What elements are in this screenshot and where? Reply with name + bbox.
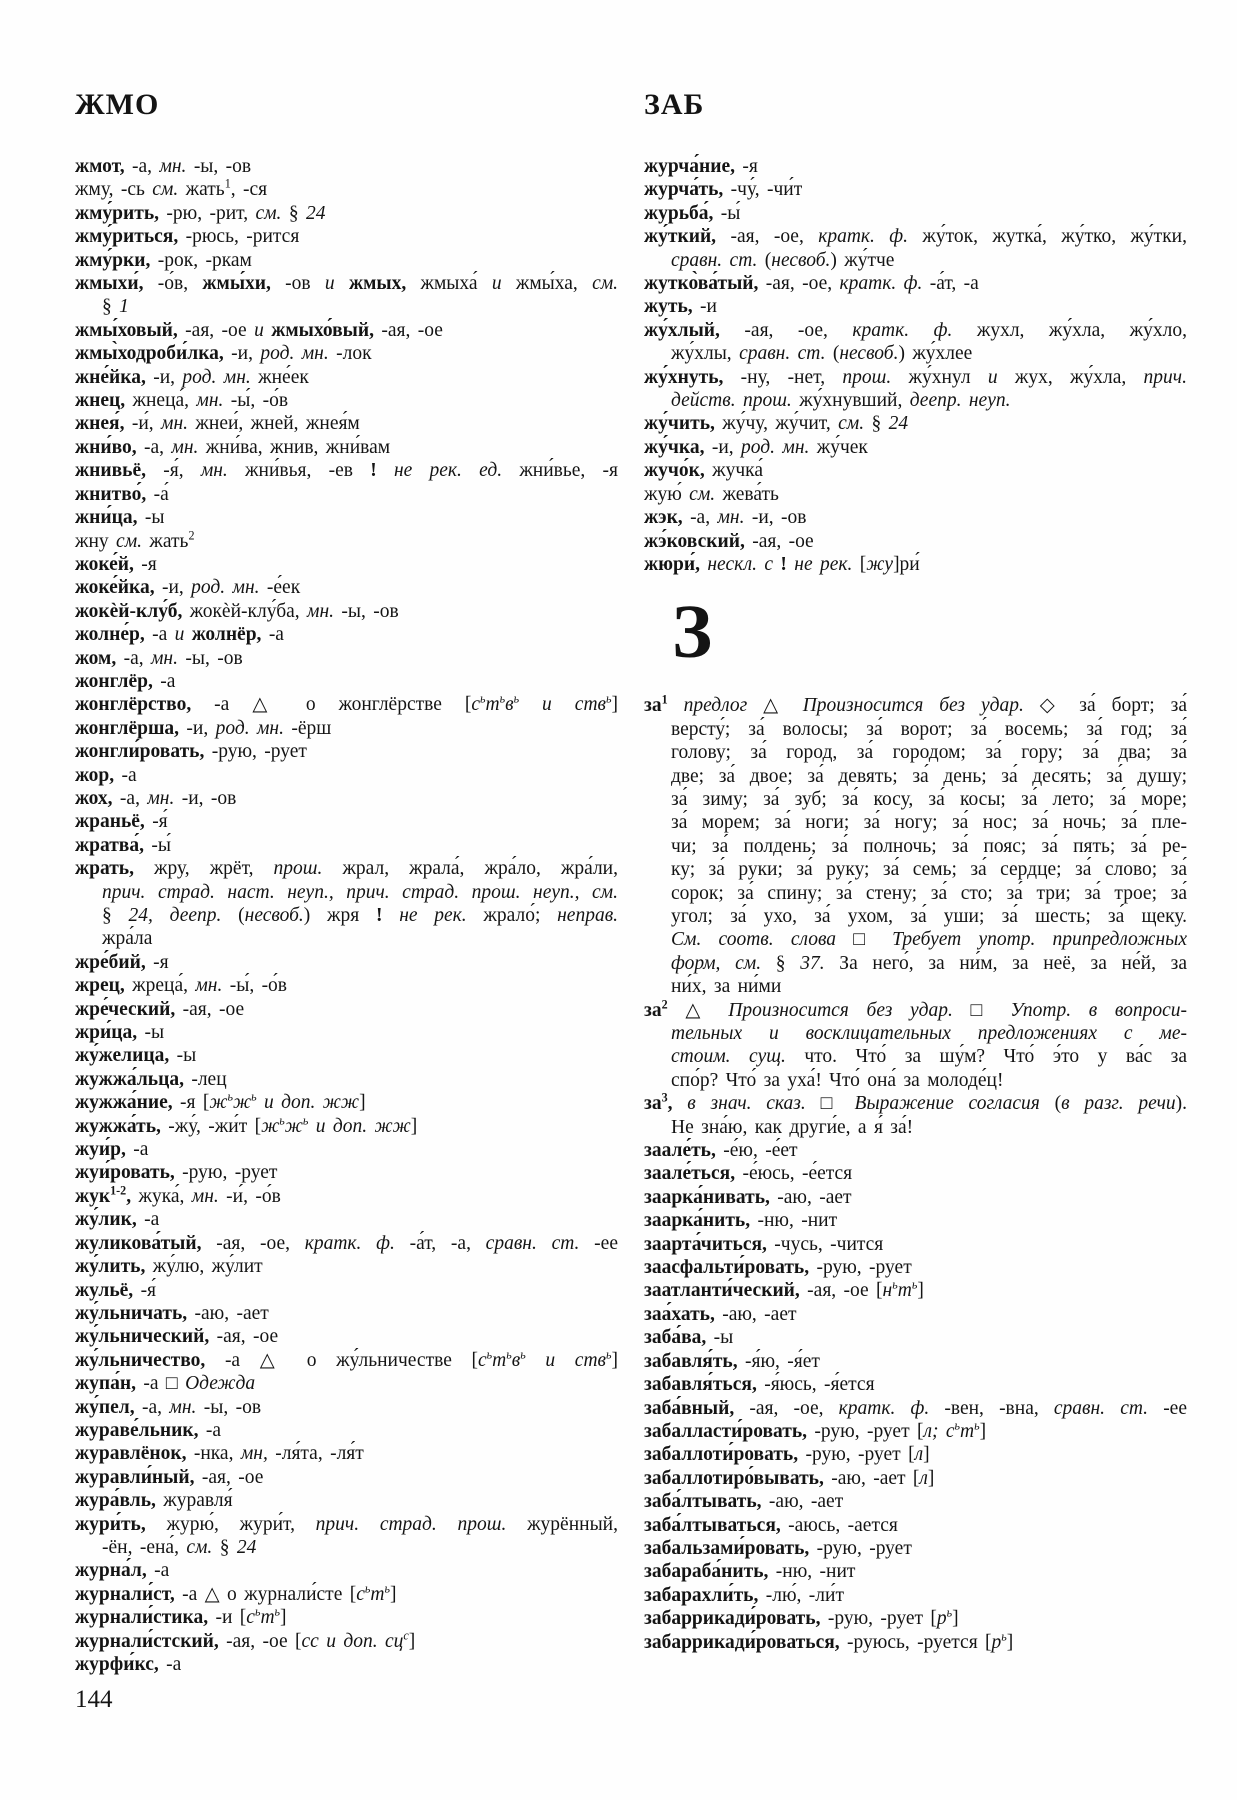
entry-line: жратва́, -ы́: [75, 834, 171, 856]
entry-line: жмыхи́, -о́в, жмы́хи, -ов и жмых, жмыха́ и жмы́ха, см.: [75, 273, 619, 295]
entry-line: форм, см. § 37. За него́, за ни́м, за неё, за не́й, за: [671, 952, 1187, 974]
page-number: 144: [75, 1686, 113, 1713]
entry-line: жу́чить, жу́чу, жу́чит, см. § 24: [644, 413, 909, 435]
entry-line: забаллоти́ровать, -рую, -рует [л]: [644, 1444, 930, 1466]
entry-line: жужжа́ть, -жу́, -жи́т [$ж^ьж^ь$ и доп. жж]: [75, 1113, 418, 1137]
entry-line: жура́вль, журавля́: [75, 1490, 233, 1512]
entry-line: жу́хлый, -ая, -ое, кратк. ф. жухл, жу́хла, жу́хло,: [644, 319, 1187, 341]
entry-line: забавля́ться, -я́юсь, -я́ется: [644, 1374, 875, 1396]
entry-line: забаррикади́ровать, -рую, -рует $[р^ь]$: [644, 1605, 959, 1630]
entry-line: жуи́р, -а: [75, 1139, 149, 1161]
entry-line: жму́рки, -рок, -ркам: [75, 249, 252, 271]
entry-line: жоке́й, -я: [75, 553, 157, 575]
entry-line: журавли́ный, -ая, -ое: [75, 1466, 264, 1488]
section-letter: З: [672, 590, 713, 675]
entry-line: жу́ткий, -ая, -ое, кратк. ф. жу́ток, жутка́, жу́тко, жу́тки,: [644, 226, 1187, 248]
entry-line: жук$^{1-2}$, жука́, мн. -и́, -о́в: [75, 1183, 281, 1207]
entry-line: жнея́, -и́, мн. жнеи́, жней, жнея́м: [75, 413, 360, 435]
entry-line: заарка́нить, -ню, -нит: [644, 1210, 838, 1232]
entry-line: жраньё, -я́: [75, 811, 168, 833]
entry-line: жу́хлы, сравн. ст. (несвоб.) жу́хлее: [671, 343, 973, 365]
entry-line: журнали́стика, -и $[с^ьт^ь]$: [75, 1604, 287, 1629]
entry-line: жу́чка, -и, род. мн. жу́чек: [644, 436, 868, 458]
entry-line: -ён, -ена́, см. § 24: [102, 1536, 257, 1558]
entry-line: жму, -сь см. жать$^1$, -ся: [75, 176, 268, 201]
entry-line: жэк, -а, мн. -и, -ов: [644, 507, 807, 529]
entry-line: журфи́кс, -а: [75, 1654, 182, 1675]
entry-line: забараба́нить, -ню, -нит: [644, 1561, 856, 1583]
entry-line: заарта́читься, -чусь, -чится: [644, 1233, 884, 1255]
entry-line: $за^1$ предлог △ Произносится без удар. ◇ за́ борт; за́: [644, 692, 1187, 717]
entry-line: голову; за́ город, за́ городом; за́ гору; за́ два; за́: [671, 742, 1187, 764]
right-column: [644, 88, 1187, 1676]
entry-line: $за^2$ △ Произносится без удар. □ Употр. в вопроси-: [644, 997, 1188, 1021]
entry-line: чи; за́ полдень; за́ полночь; за́ пояс; за́ пять; за́ ре-: [671, 835, 1187, 857]
entry-line: жну см. жать$^2$: [75, 528, 195, 552]
entry-line: жюри́, нескл. с ! не рек. [жу]ри́: [644, 553, 920, 575]
entry-line: жужжа́ние, -я [$ж^ьж^ь$ и доп. жж]: [75, 1089, 366, 1114]
entry-line: жни́во, -а, мн. жни́ва, жнив, жни́вам: [75, 436, 391, 458]
entry-line: $за^3$, в знач. сказ. □ Выражение согласия (в разг. речи).: [644, 1090, 1188, 1115]
entry-line: жоке́йка, -и, род. мн. -е́ек: [75, 577, 301, 599]
entry-line: заба́лтываться, -аюсь, -ается: [644, 1514, 898, 1536]
entry-line: действ. прош. жу́хнувший, деепр. неуп.: [671, 390, 1011, 412]
entry-line: жму́рить, -рю, -рит, см. § 24: [75, 202, 326, 224]
entry-line: жу́льничать, -аю, -ает: [75, 1302, 269, 1324]
entry-line: жнитво́, -а́: [75, 483, 169, 505]
entry-line: забарахли́ть, -лю́, -ли́т: [644, 1584, 844, 1606]
entry-line: журьба́, -ы́: [644, 202, 741, 224]
entry-line: заале́ться, -е́юсь, -е́ется: [644, 1163, 853, 1185]
entry-line: жу́желица, -ы: [75, 1045, 197, 1067]
entry-line: журча́ть, -чу́, -чи́т: [644, 179, 803, 201]
entry-line: сорок; за́ спину; за́ стену; за́ сто; за́ три; за́ трое; за́: [671, 882, 1187, 904]
entry-line: жмот, -а, мн. -ы, -ов: [75, 156, 252, 177]
entry-line: заа́хать, -аю, -ает: [644, 1303, 797, 1325]
entry-line: жужжа́льца, -лец: [75, 1068, 227, 1090]
running-head-right: ЗАБ: [644, 88, 705, 121]
entry-line: жрать, жру, жрёт, прош. жрал, жрала́, жра́ло, жра́ли,: [75, 858, 618, 880]
entry-line: жу́пел, -а, мн. -ы, -ов: [75, 1396, 262, 1418]
entry-line: журавлёнок, -нка, мн, -ля́та, -ля́т: [75, 1443, 364, 1465]
entry-line: тельных и восклицательных предложениях с ме-: [671, 1023, 1187, 1044]
right-column-body: [644, 155, 1187, 1654]
entry-line: жра́ла: [102, 928, 153, 950]
entry-line: заба́вный, -ая, -ое, кратк. ф. -вен, -вна, сравн. ст. -ее: [644, 1397, 1187, 1419]
entry-line: забалласти́ровать, -рую, -рует [л; $с^ьт^ь$]: [644, 1418, 987, 1442]
entry-line: жонглёр, -а: [75, 670, 176, 692]
entry-line: жутко̀ва́тый, -ая, -ое, кратк. ф. -а́т, -а: [644, 273, 979, 295]
entry-line: жох, -а, мн. -и, -ов: [75, 787, 237, 809]
entry-line: жонгли́ровать, -рую, -рует: [75, 741, 307, 763]
entry-line: жмы́ховый, -ая, -ое и жмыхо́вый, -ая, -ое: [75, 319, 443, 341]
entry-line: жолне́р, -а и жолнёр, -а: [75, 624, 284, 646]
entry-line: жульё, -я́: [75, 1279, 157, 1301]
entry-line: Не зна́ю, как други́е, а я́ за́!: [671, 1116, 914, 1138]
entry-line: жу́льнический, -ая, -ое: [75, 1326, 279, 1348]
entry-line: жму́риться, -рюсь, -рится: [75, 226, 300, 248]
entry-line: прич. страд. наст. неуп., прич. страд. прош. неуп., см.: [102, 881, 618, 903]
entry-line: жрец, жреца́, мн. -ы́, -о́в: [75, 975, 288, 997]
entry-line: жонглёрша, -и, род. мн. -ёрш: [75, 717, 332, 739]
entry-line: жом, -а, мн. -ы, -ов: [75, 647, 243, 669]
entry-line: заасфальти́ровать, -рую, -рует: [644, 1257, 912, 1279]
entry-line: жнивьё, -я́, мн. жни́вья, -ев ! не рек. ед. жни́вье, -я: [75, 460, 619, 482]
entry-line: § 24, деепр. (несвоб.) жря ! не рек. жрало́; неправ.: [102, 905, 619, 926]
entry-line: сравн. ст. (несвоб.) жу́тче: [671, 249, 895, 271]
entry-line: журна́л, -а: [75, 1560, 170, 1582]
entry-line: жую́ см. жева́ть: [644, 483, 779, 505]
entry-line: заале́ть, -е́ю, -е́ет: [644, 1140, 798, 1162]
entry-line: угол; за́ ухо, за́ ухом, за́ уши; за́ шесть; за́ щеку.: [671, 905, 1187, 927]
entry-line: жучо́к, жучка́: [644, 460, 763, 482]
entry-line: жнец, жнеца́, мн. -ы́, -о́в: [75, 390, 289, 412]
entry-line: забавля́ть, -я́ю, -я́ет: [644, 1350, 820, 1372]
entry-line: журнали́стский, -ая, -ое [сс и доп. $сц^с$]: [75, 1628, 416, 1652]
left-column: [75, 88, 618, 1676]
entry-line: забаррикади́роваться, -руюсь, -руется $[р^ь]$: [644, 1629, 1014, 1653]
entry-line: ни́х, за ни́ми: [671, 976, 782, 998]
entry-line: жуи́ровать, -рую, -рует: [75, 1162, 278, 1184]
entry-line: две; за́ двое; за́ девять; за́ день; за́ десять; за́ душу;: [671, 765, 1187, 787]
entry-line: § 1: [102, 296, 129, 318]
entry-line: жре́ческий, -ая, -ое: [75, 998, 245, 1020]
entry-line: заба́лтывать, -аю, -ает: [644, 1491, 844, 1513]
entry-line: жри́ца, -ы: [75, 1022, 165, 1044]
entry-line: жупа́н, -а □ Одежда: [75, 1373, 256, 1395]
entry-line: заба́ва, -ы: [644, 1327, 734, 1349]
entry-line: жури́ть, журю́, жури́т, прич. страд. прош. журённый,: [75, 1513, 618, 1535]
left-column-body: [75, 155, 618, 1676]
entry-line: журча́ние, -я: [644, 156, 758, 177]
entry-line: жокѐй-клу́б, жокѐй-клу́ба, мн. -ы, -ов: [75, 600, 399, 622]
entry-line: жуть, -и: [644, 296, 717, 318]
entry-line: жонглёрство, -а △ о жонглёрстве [$с^ьт^ьв^ь$ и ств$^ь$]: [75, 691, 618, 716]
entry-line: заатланти́ческий, -ая, -ое $[н^ьт^ь]$: [644, 1277, 924, 1302]
entry-line: стоим. сущ. что. Что́ за шу́м? Что́ э́то у ва́с за: [671, 1046, 1187, 1068]
entry-line: жне́йка, -и, род. мн. жне́ек: [75, 366, 309, 388]
entry-line: См. соотв. слова □ Требует употр. припредложных: [671, 929, 1187, 951]
entry-line: жу́хнуть, -ну, -нет, прош. жу́хнул и жух, жу́хла, прич.: [644, 366, 1187, 388]
two-column-text: [75, 88, 1187, 1676]
entry-line: за́ зиму; за́ зуб; за́ косу, за́ косы; за́ лето; за́ море;: [671, 788, 1187, 810]
entry-line: журнали́ст, -а △ о журнали́сте $[с^ьт^ь]$: [75, 1581, 397, 1605]
entry-line: жре́бий, -я: [75, 951, 169, 973]
entry-line: спо́р? Что́ за уха́! Что́ она́ за молоде́ц!: [671, 1069, 1004, 1091]
entry-line: жу́льничество, -а △ о жу́льничестве [$с^ьт^ьв^ь$ и ств$^ь$]: [75, 1347, 619, 1371]
entry-line: версту́; за́ волосы; за́ ворот; за́ восемь; за́ год; за́: [671, 718, 1187, 740]
entry-line: забаллотиро́вывать, -аю, -ает [л]: [644, 1467, 935, 1489]
entry-line: за́ морем; за́ ноги; за́ ногу; за́ нос; за́ ночь; за́ пле-: [671, 812, 1187, 834]
entry-line: жу́лить, жу́лю, жу́лит: [75, 1256, 263, 1278]
entry-line: жураве́льник, -а: [75, 1419, 222, 1441]
entry-line: жор, -а: [75, 764, 137, 786]
entry-line: жни́ца, -ы: [75, 507, 165, 529]
entry-line: жуликова́тый, -ая, -ое, кратк. ф. -а́т, -а, сравн. ст. -ее: [75, 1232, 618, 1254]
entry-line: заарка́нивать, -аю, -ает: [644, 1186, 852, 1208]
entry-line: жу́лик, -а: [75, 1209, 160, 1231]
entry-line: жэ́ковский, -ая, -ое: [644, 530, 814, 552]
entry-line: жмы̀ходроби́лка, -и, род. мн. -лок: [75, 343, 372, 365]
running-head-left: ЖМО: [75, 88, 160, 121]
entry-line: забальзами́ровать, -рую, -рует: [644, 1537, 912, 1559]
entry-line: ку; за́ руки; за́ руку; за́ семь; за́ сердце; за́ слово; за́: [671, 859, 1187, 881]
